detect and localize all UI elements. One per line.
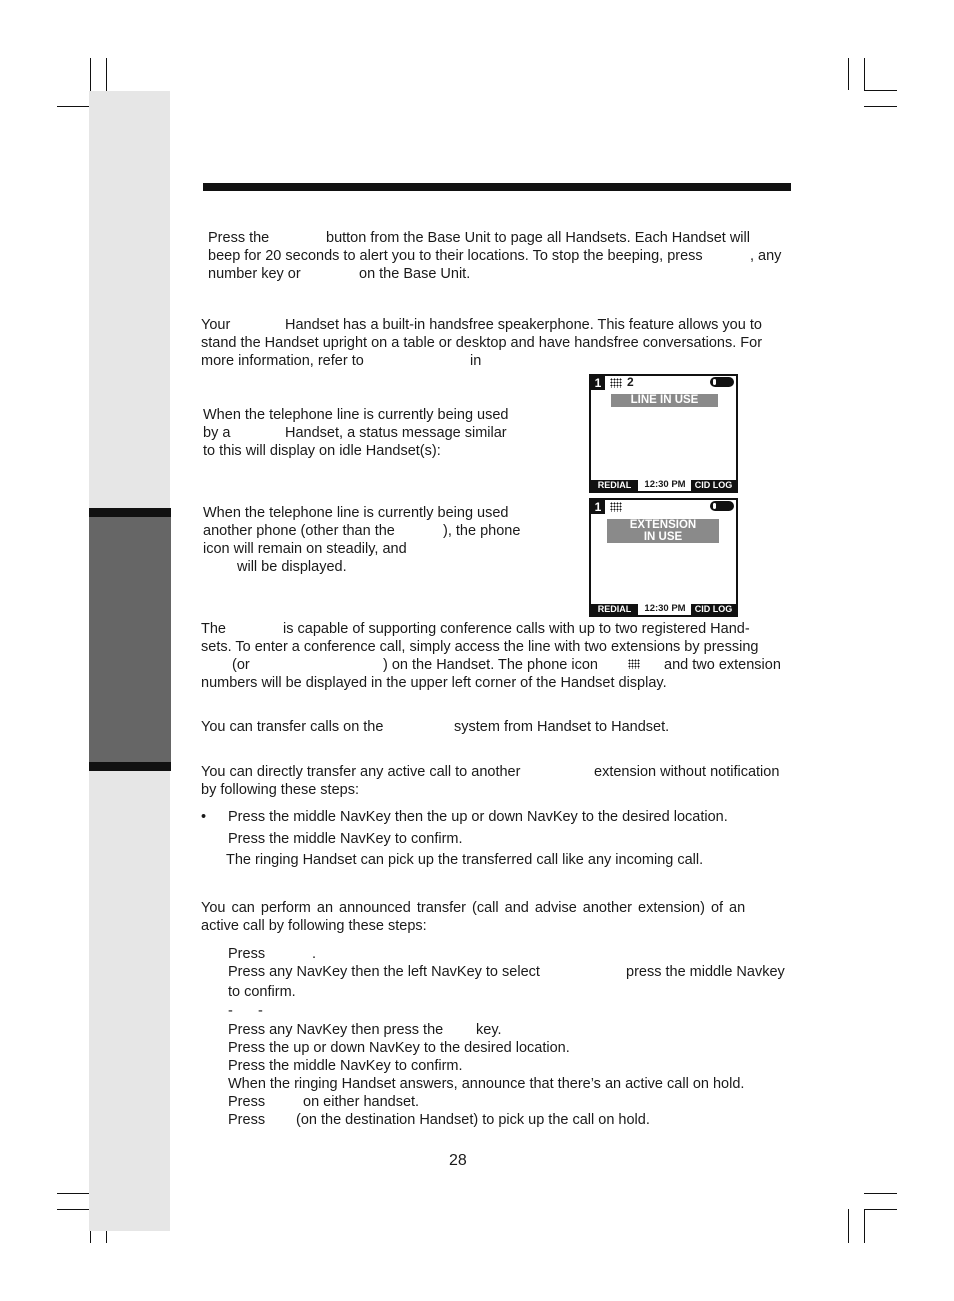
- direct-transfer-text: by following these steps:: [201, 782, 359, 798]
- announced-step: key.: [476, 1022, 502, 1038]
- direct-transfer-step: Press the middle NavKey to confirm.: [228, 831, 463, 847]
- speakerphone-text: Your: [201, 317, 231, 333]
- phone-icon: [610, 502, 622, 512]
- phone-icon: [628, 659, 640, 669]
- status-banner: [607, 519, 719, 543]
- conference-text: The: [201, 621, 226, 637]
- conference-text: sets. To enter a conference call, simply access the line with two extensions by pressing: [201, 639, 759, 655]
- line-in-use-text: to this will display on idle Handset(s):: [203, 443, 441, 459]
- softkey-cid-log: CID LOG: [691, 480, 736, 491]
- announced-step: press the middle Navkey: [626, 964, 785, 980]
- sidebar-section-tab: [89, 508, 171, 771]
- announced-step: Press the up or down NavKey to the desired location.: [228, 1040, 570, 1056]
- softkey-redial: REDIAL: [591, 480, 638, 491]
- bullet: •: [201, 809, 207, 825]
- crop-mark-br-v2: [864, 1209, 865, 1243]
- crop-mark-tr-h1: [864, 90, 897, 91]
- line-in-use-text: by a: [203, 425, 231, 441]
- line-number: 1: [591, 500, 605, 514]
- announced-transfer-text: You can perform an announced transfer (call and advise another extension) of an: [201, 900, 746, 916]
- direct-transfer-step: Press the middle NavKey then the up or down NavKey to the desired location.: [228, 809, 728, 825]
- ext-in-use-text: ), the phone: [443, 523, 521, 539]
- sidebar-tab-bottom-rule: [89, 762, 171, 771]
- paging-text: , any: [750, 248, 782, 264]
- ext-in-use-text: icon will remain on steadily, and: [203, 541, 407, 557]
- crop-mark-tr-h2: [864, 106, 897, 107]
- direct-transfer-step: The ringing Handset can pick up the transferred call like any incoming call.: [226, 852, 704, 868]
- crop-mark-bl-h1: [57, 1193, 90, 1194]
- direct-transfer-text: You can directly transfer any active call to another: [201, 764, 521, 780]
- softkey-cid-log: CID LOG: [691, 604, 736, 615]
- paging-text: Press the: [208, 230, 270, 246]
- announced-step: (on the destination Handset) to pick up the call on hold.: [296, 1112, 650, 1128]
- battery-icon: [710, 501, 734, 511]
- page-number: 28: [449, 1152, 467, 1169]
- announced-step: Press: [228, 946, 266, 962]
- paging-text: number key or: [208, 266, 301, 282]
- announced-step: to confirm.: [228, 984, 296, 1000]
- sidebar-tab-top-rule: [89, 508, 171, 517]
- softkey-redial: REDIAL: [591, 604, 638, 615]
- announced-step: Press: [228, 1112, 266, 1128]
- banner-line: IN USE: [643, 531, 683, 543]
- battery-icon: [710, 377, 734, 387]
- conference-text: (or: [232, 657, 250, 673]
- ext-in-use-text: When the telephone line is currently being used: [203, 505, 509, 521]
- conference-text: ) on the Handset. The phone icon: [383, 657, 598, 673]
- transfer-intro-text: system from Handset to Handset.: [454, 719, 670, 735]
- conference-text: is capable of supporting conference calls with up to two registered Hand-: [283, 621, 750, 637]
- banner-line: EXTENSION: [629, 519, 697, 531]
- phone-icon: [610, 378, 622, 388]
- crop-mark-br-v1: [848, 1209, 849, 1243]
- clock-time: 12:30 PM: [644, 479, 686, 490]
- paging-text: on the Base Unit.: [359, 266, 471, 282]
- announced-step: Press any NavKey then the left NavKey to select: [228, 964, 540, 980]
- conference-text: and two extension: [664, 657, 781, 673]
- paging-text: button from the Base Unit to page all Handsets. Each Handset will: [326, 230, 750, 246]
- announced-step: on either handset.: [303, 1094, 420, 1110]
- crop-mark-br-h1: [864, 1193, 897, 1194]
- announced-transfer-text: active call by following these steps:: [201, 918, 427, 934]
- extension-number: 2: [627, 375, 634, 389]
- announced-step: -: [228, 1003, 233, 1019]
- announced-step: When the ringing Handset answers, announce that there’s an active call on hold.: [228, 1076, 745, 1092]
- handset-display-extension-in-use: [589, 498, 738, 617]
- paging-text: beep for 20 seconds to alert you to their locations. To stop the beeping, press: [208, 248, 703, 264]
- announced-step: .: [312, 946, 317, 962]
- announced-step: Press: [228, 1094, 266, 1110]
- line-number: 1: [591, 376, 605, 390]
- header-rule: [203, 183, 791, 191]
- clock-time: 12:30 PM: [644, 603, 686, 614]
- speakerphone-text: in: [470, 353, 482, 369]
- conference-text: numbers will be displayed in the upper left corner of the Handset display.: [201, 675, 667, 691]
- line-in-use-text: Handset, a status message similar: [285, 425, 507, 441]
- crop-mark-tr-v1: [848, 58, 849, 90]
- status-banner: LINE IN USE: [611, 394, 718, 407]
- ext-in-use-text: will be displayed.: [237, 559, 347, 575]
- crop-mark-br-h2: [864, 1209, 897, 1210]
- direct-transfer-text: extension without notification: [594, 764, 780, 780]
- transfer-intro-text: You can transfer calls on the: [201, 719, 384, 735]
- speakerphone-text: Handset has a built-in handsfree speakerphone. This feature allows you to: [285, 317, 762, 333]
- announced-step: Press the middle NavKey to confirm.: [228, 1058, 463, 1074]
- crop-mark-tr-v2: [864, 58, 865, 90]
- line-in-use-text: When the telephone line is currently being used: [203, 407, 509, 423]
- speakerphone-text: stand the Handset upright on a table or desktop and have handsfree conversations. For: [201, 335, 763, 351]
- speakerphone-text: more information, refer to: [201, 353, 364, 369]
- ext-in-use-text: another phone (other than the: [203, 523, 395, 539]
- announced-step: Press any NavKey then press the: [228, 1022, 444, 1038]
- crop-mark-tl-h: [57, 106, 90, 107]
- handset-display-line-in-use: [589, 374, 738, 493]
- announced-step: -: [258, 1003, 263, 1019]
